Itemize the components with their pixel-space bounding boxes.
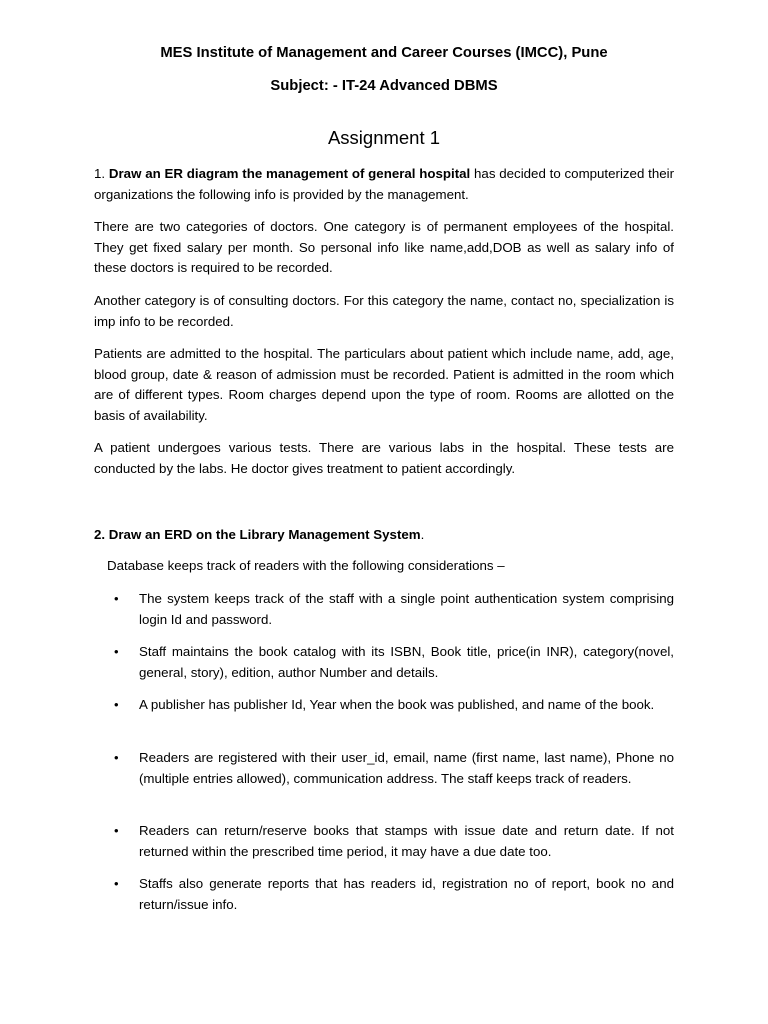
bullet-text: Staffs also generate reports that has readers id, registration no of report, book no and return/issue info. [139, 876, 674, 912]
question-1-rest: has decided to computerized their organizations the following info is provided by the management. [94, 166, 675, 202]
bullet-text: A publisher has publisher Id, Year when the book was published, and name of the book. [139, 697, 655, 712]
question-2-heading [94, 525, 674, 546]
bullet-icon: • [114, 644, 119, 659]
bullet-text: The system keeps track of the staff with a single point authentication system comprising login Id and password. [139, 591, 674, 627]
bullet-icon: • [114, 697, 119, 712]
bullet-text: Readers can return/reserve books that stamps with issue date and return date. If not returned within the prescribed time period, it may have a due date too. [139, 823, 674, 859]
bullet-icon: • [114, 750, 119, 765]
bullet-icon: • [114, 823, 119, 838]
institute-heading: MES Institute of Management and Career Courses (IMCC), Pune [160, 45, 608, 61]
subject-heading: Subject: - IT-24 Advanced DBMS [270, 78, 498, 94]
bullet-text: Staff maintains the book catalog with its ISBN, Book title, price(in INR), category(novel, general, story), edition, author Number and details. [139, 644, 674, 680]
paragraph-consulting-doctors: Another category is of consulting doctors. For this category the name, contact no, specialization is imp info to be recorded. [94, 293, 674, 329]
question-1-intro [94, 164, 674, 205]
question-2-rest: . [420, 527, 425, 542]
paragraph-tests: A patient undergoes various tests. There are various labs in the hospital. These tests are conducted by the labs. He doctor gives treatment to patient accordingly. [94, 440, 674, 476]
bullet-text: Readers are registered with their user_id, email, name (first name, last name), Phone no (multiple entries allowed), communication address. The staff keeps track of readers. [139, 750, 674, 786]
question-1-bold: Draw an ER diagram the management of general hospital [108, 166, 471, 181]
assignment-title: Assignment 1 [327, 127, 441, 148]
paragraph-permanent-doctors: There are two categories of doctors. One category is of permanent employees of the hospital. They get fixed salary per month. So personal info like name,add,DOB as well as salary info of these doctors is required to be recorded. [94, 219, 674, 275]
question-2-bold: 2. Draw an ERD on the Library Management System [94, 527, 421, 542]
question-1-number: 1. [94, 166, 109, 181]
bullet-icon: • [114, 876, 119, 891]
bullet-icon: • [114, 591, 119, 606]
paragraph-patients: Patients are admitted to the hospital. The particulars about patient which include name, add, age, blood group, date & reason of admission must be recorded. Patient is admitted in the room which are of different types. Room charges depend upon the type of room. Rooms are allotted on the basis of availability. [94, 346, 674, 423]
question-2-intro: Database keeps track of readers with the following considerations – [107, 558, 505, 573]
